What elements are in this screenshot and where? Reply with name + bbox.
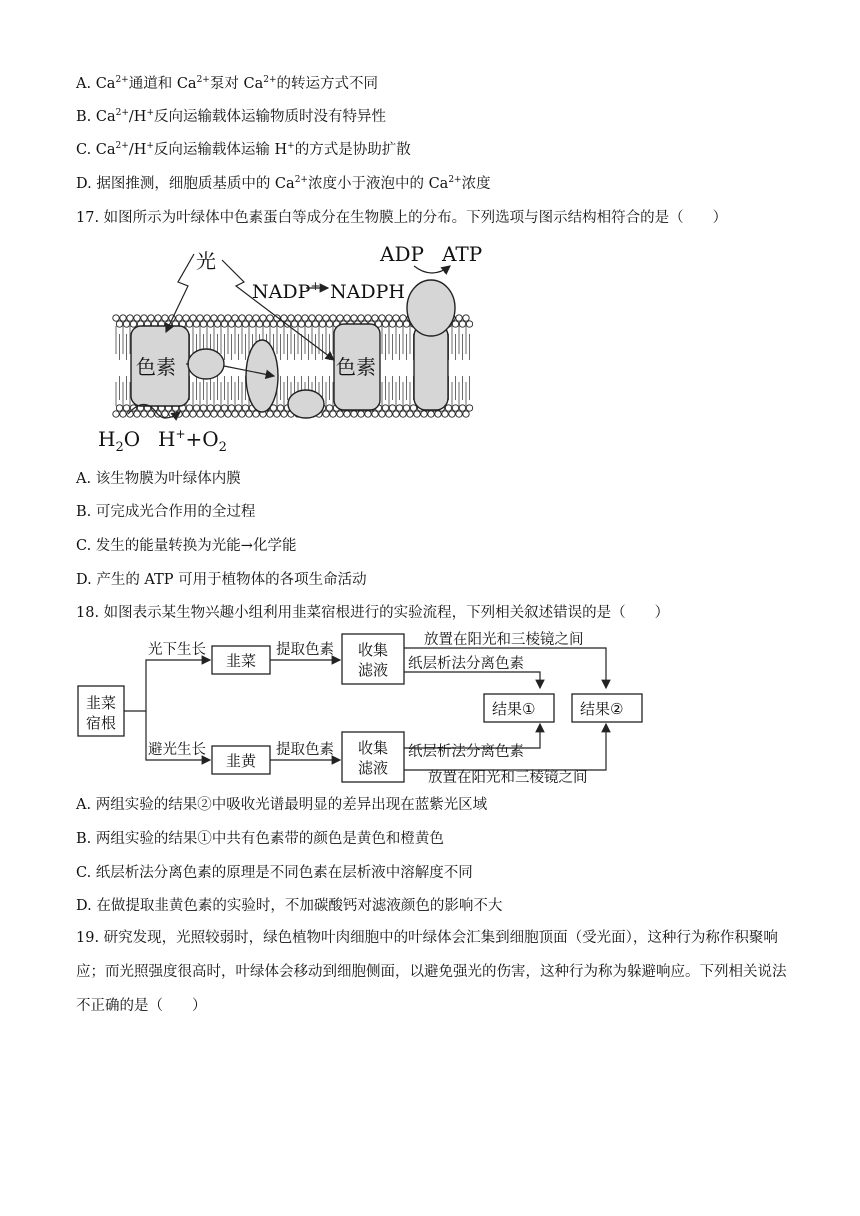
- pigment-right-label: 色素: [336, 355, 376, 379]
- branch-top: [124, 660, 210, 711]
- q18-option-a: A. 两组实验的结果②中吸收光谱最明显的差异出现在蓝紫光区域: [76, 797, 488, 813]
- q18-option-c: C. 纸层析法分离色素的原理是不同色素在层析液中溶解度不同: [76, 865, 473, 881]
- avoid-light-label: 避光生长: [148, 742, 206, 758]
- chrom-bottom-label: 纸层析法分离色素: [408, 744, 524, 760]
- nadph-label: NADPH: [330, 281, 405, 303]
- q17-option-c: C. 发生的能量转换为光能→化学能: [76, 538, 297, 554]
- chrom-arrow-top: [404, 672, 540, 688]
- result-2-label: 结果②: [580, 700, 624, 718]
- leek-label: 韭菜: [226, 652, 257, 670]
- atp-synthase-head: [407, 280, 455, 336]
- extract-bottom-label: 提取色素: [276, 742, 334, 758]
- chrom-top-label: 纸层析法分离色素: [408, 656, 524, 672]
- q19-stem: 19. 研究发现，光照较弱时，绿色植物叶肉细胞中的叶绿体会汇集到细胞顶面（受光面），这种行为称作积聚响应；而光照强度很高时，叶绿体会移动到细胞侧面，以避免强光的伤害，这种行为称为躲避响应。下列相关说法不正确的是（ ）: [76, 930, 787, 1014]
- carrier-protein-small: [188, 349, 224, 379]
- q16-option-c: C. $Ca^{2+}/H^+$反向运输载体运输 H+的方式是协助扩散: [76, 141, 411, 158]
- under-light-label: 光下生长: [148, 642, 206, 658]
- extract-top-label: 提取色素: [276, 642, 334, 658]
- q18-option-b: B. 两组实验的结果①中共有色素带的颜色是黄色和橙黄色: [76, 831, 444, 847]
- q18-option-d: D. 在做提取韭黄色素的实验时，不加碳酸钙对滤液颜色的影响不大: [76, 898, 503, 914]
- q17-option-b: B. 可完成光合作用的全过程: [76, 504, 256, 520]
- q16-option-d: D. 据图推测，细胞质基质中的 $Ca^{2+}$浓度小于液泡中的 $Ca^{2+}$浓度: [76, 175, 491, 192]
- yellow-leek-label: 韭黄: [226, 752, 257, 770]
- thylakoid-membrane-figure: [96, 236, 496, 456]
- q16-option-b: B. $Ca^{2+}/H^+$反向运输载体运输物质时没有特异性: [76, 108, 386, 125]
- q18-stem: 18. 如图表示某生物兴趣小组利用韭菜宿根进行的实验流程，下列相关叙述错误的是（ ）: [76, 605, 670, 621]
- adp-to-atp-arrow: [414, 266, 450, 273]
- root-label-2: 宿根: [86, 714, 117, 732]
- collect-bottom-1: 收集: [358, 739, 389, 757]
- collect-top-1: 收集: [358, 641, 389, 659]
- carrier-protein-bottom: [288, 390, 324, 418]
- place-bottom-label: 放置在阳光和三棱镜之间: [428, 770, 588, 786]
- q17-option-a: A. 该生物膜为叶绿体内膜: [76, 471, 241, 487]
- q17-stem: 17. 如图所示为叶绿体中色素蛋白等成分在生物膜上的分布。下列选项与图示结构相符合的是（ ）: [76, 210, 728, 226]
- experiment-flowchart: [76, 628, 656, 788]
- q16-option-a: A. $Ca^{2+}$通道和 $Ca^{2+}$泵对 $Ca^{2+}$的转运方式不同: [76, 75, 378, 92]
- root-label-1: 韭菜: [86, 694, 117, 712]
- adp-label: ADP: [380, 242, 424, 266]
- atp-synthase-stalk: [414, 324, 448, 410]
- h2o-label: $H_2O$: [98, 427, 141, 455]
- collect-top-2: 滤液: [358, 661, 389, 679]
- atp-label: ATP: [442, 242, 483, 266]
- q17-option-d: D. 产生的 ATP 可用于植物体的各项生命活动: [76, 572, 367, 588]
- pigment-left-label: 色素: [136, 355, 176, 379]
- light-label: 光: [196, 249, 216, 273]
- place-top-label: 放置在阳光和三棱镜之间: [424, 632, 584, 648]
- result-1-label: 结果①: [492, 700, 536, 718]
- collect-bottom-2: 滤液: [358, 759, 389, 777]
- products-label: $H^++O_2$: [158, 427, 227, 455]
- nadp-label: NADP+: [252, 279, 321, 303]
